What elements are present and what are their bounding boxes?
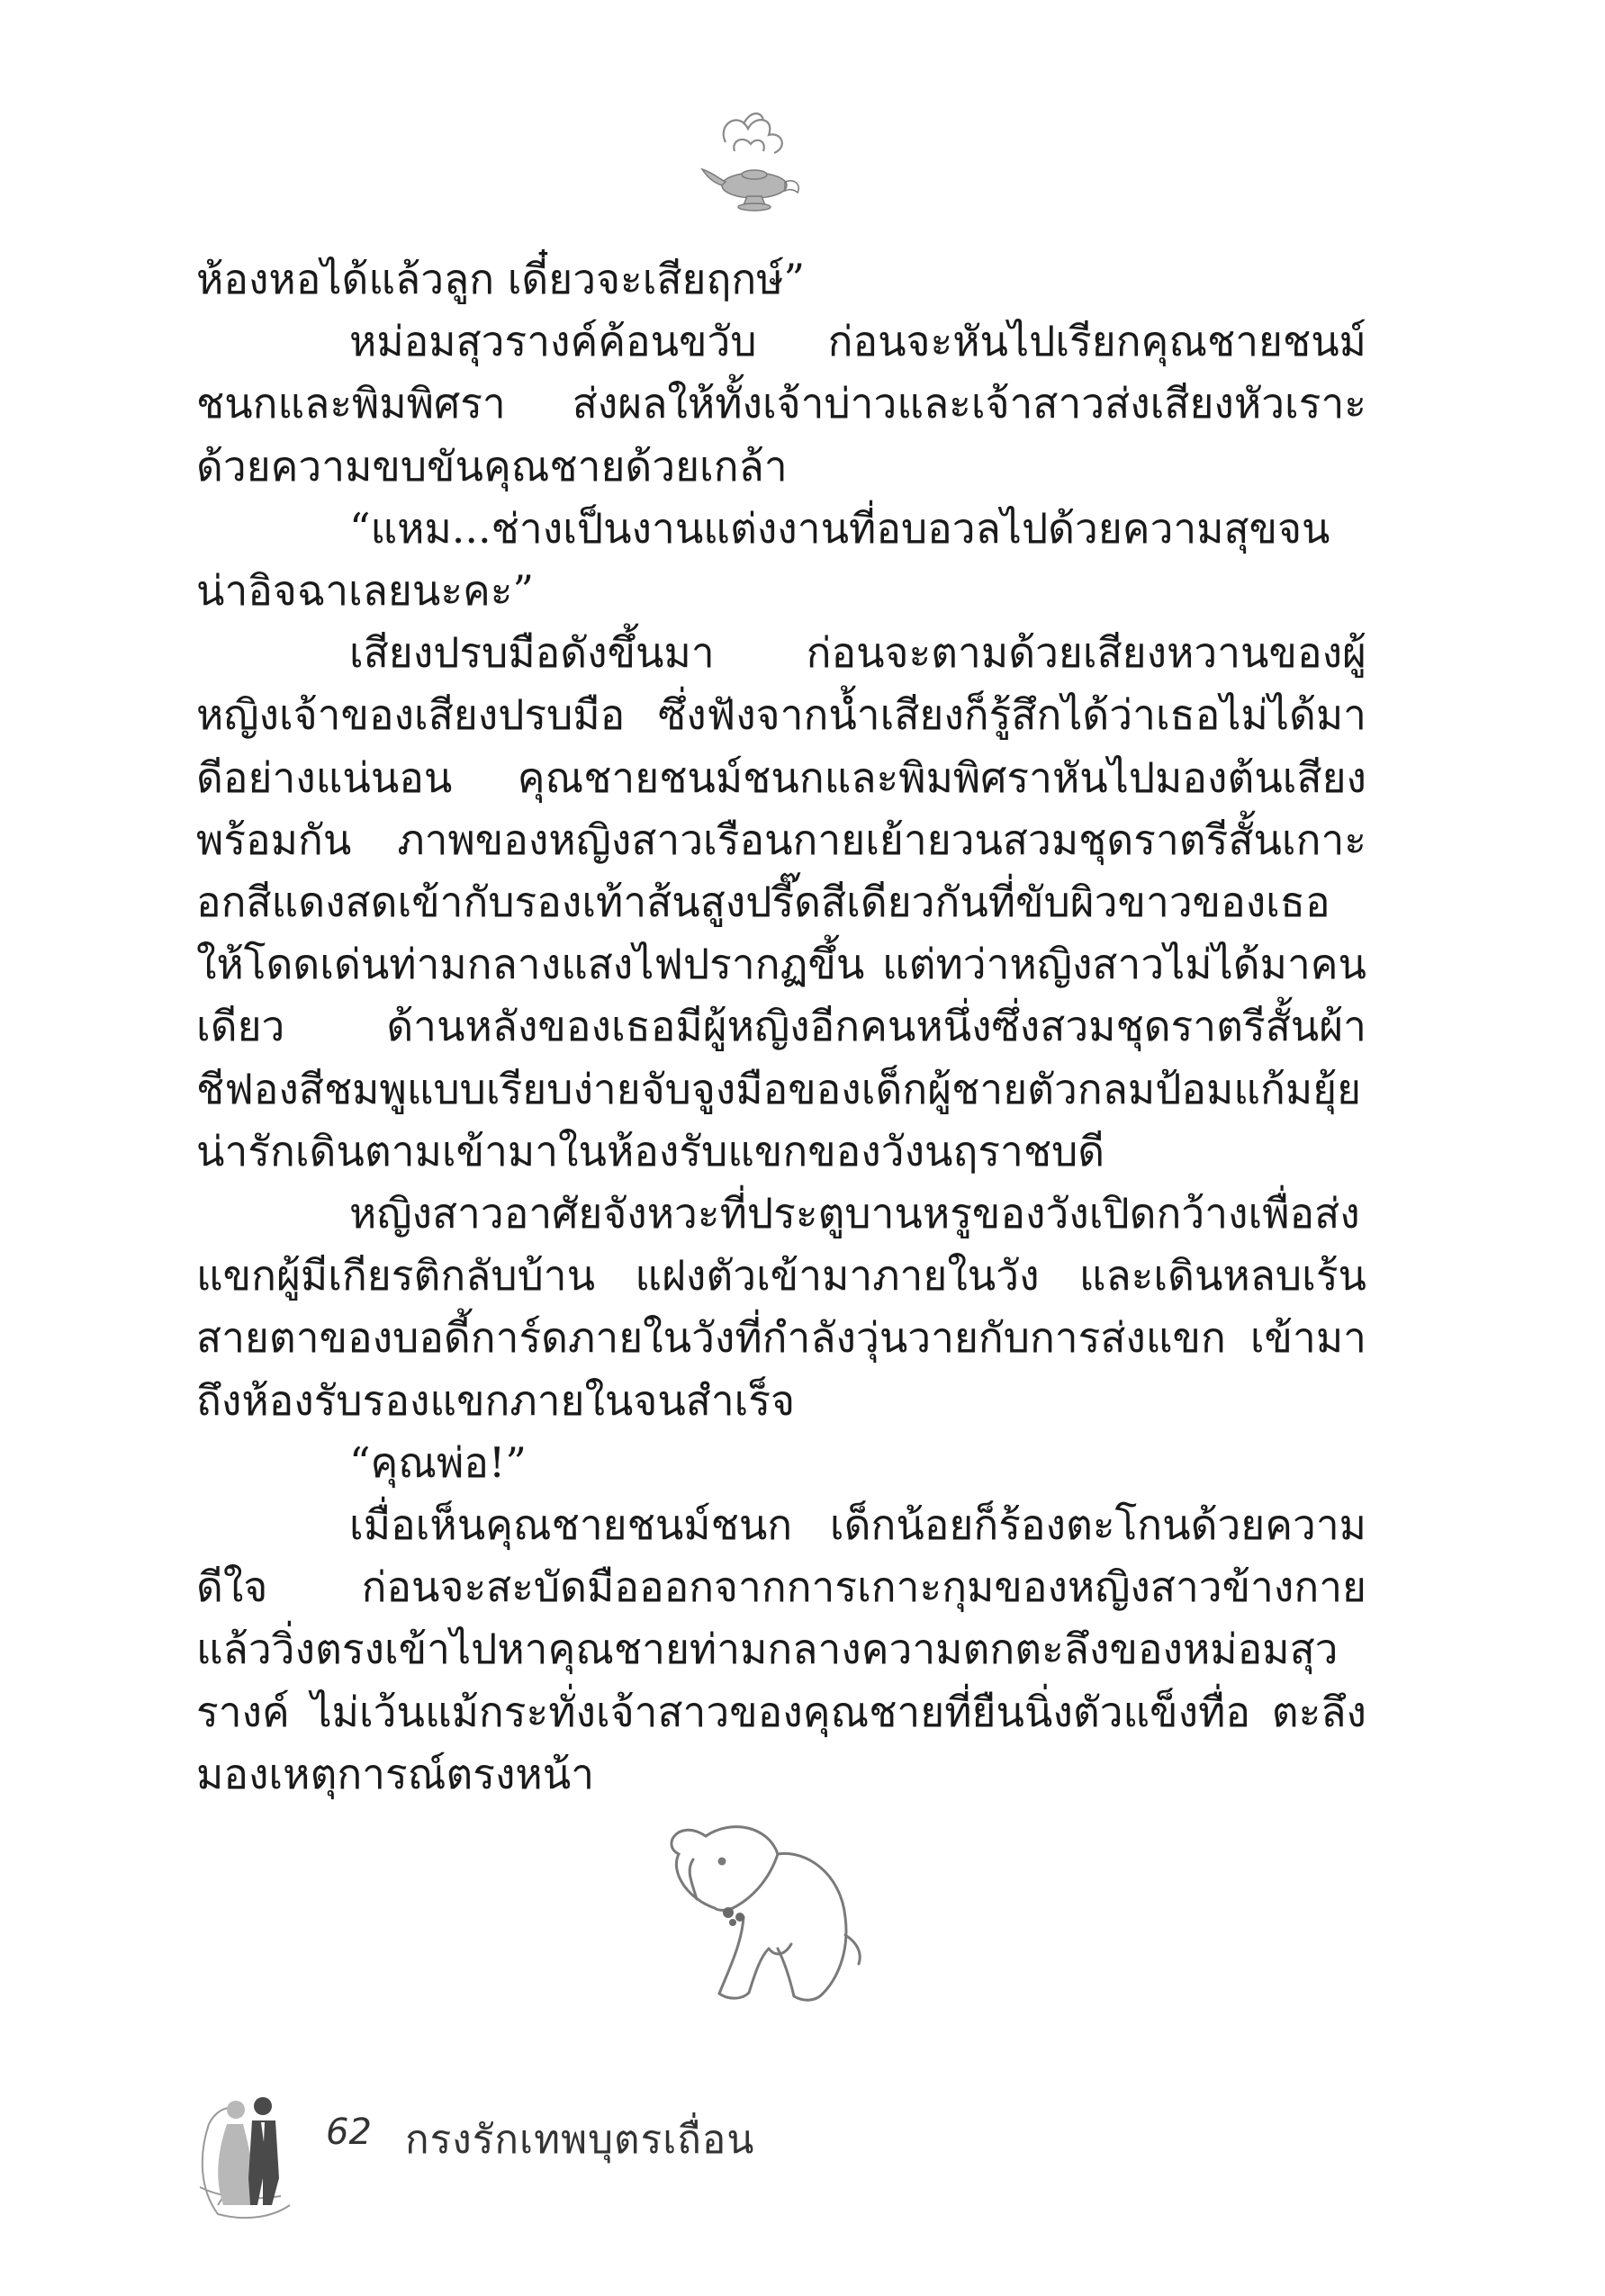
page-number: 62 [326,2111,372,2153]
page-footer [191,2070,1001,2223]
paragraph: “แหม...ช่างเป็นงานแต่งงานที่อบอวลไปด้วยความสุขจนน่าอิจฉาเลยนะคะ” [196,503,1330,616]
book-title: กรงรักเทพบุตรเถื่อน [405,2117,755,2163]
paragraph: “คุณพ่อ!” [349,1437,527,1487]
elephant-icon [643,1800,886,2025]
paragraph: ห้องหอได้แล้วลูก เดี๋ยวจะเสียฤกษ์” [196,255,806,303]
paragraph: เมื่อเห็นคุณชายชนม์ชนก เด็กน้อยก็ร้องตะโกนด้วยความดีใจ ก่อนจะสะบัดมือออกจากการเกาะกุมของหญิงสาวข้างกาย แล้ววิ่งตรงเข้าไปหาคุณชายท่ามกลางความตกตะลึงของหม่อมสุวรางค์ ไม่เว้นแม้กระทั่งเจ้าสาวของคุณชายที่ยืนนิ่งตัวแข็งทื่อ ตะลึงมองเหตุการณ์ตรงหน้า [196,1500,1366,1798]
paragraph: เสียงปรบมือดังขึ้นมา ก่อนจะตามด้วยเสียงหวานของผู้หญิงเจ้าของเสียงปรบมือ ซึ่งฟังจากน้ำเสียงก็รู้สึกได้ว่าเธอไม่ได้มาดีอย่างแน่นอน คุณชายชนม์ชนกและพิมพิศราหันไปมองต้นเสียงพร้อมกัน ภาพของหญิงสาวเรือนกายเย้ายวนสวมชุดราตรีสั้นเกาะอกสีแดงสดเข้ากับรองเท้าส้นสูงปรี๊ดสีเดียวกันที่ขับผิวขาวของเธอให้โดดเด่นท่ามกลางแสงไฟปรากฏขึ้น แต่ทว่าหญิงสาวไม่ได้มาคนเดียว ด้านหลังของเธอมีผู้หญิงอีกคนหนึ่งซึ่งสวมชุดราตรีสั้นผ้าชีฟองสีชมพูแบบเรียบง่ายจับจูงมือของเด็กผู้ชายตัวกลมป้อมแก้มยุ้ยน่ารักเดินตามเข้ามาในห้องรับแขกของวังนฤราชบดี [196,628,1366,1175]
chapter-body-text [196,248,1366,1805]
paragraph: หญิงสาวอาศัยจังหวะที่ประตูบานหรูของวังเปิดกว้างเพื่อส่งแขกผู้มีเกียรติกลับบ้าน แฝงตัวเข้ามาภายในวัง และเดินหลบเร้นสายตาของบอดี้การ์ดภายในวังที่กำลังวุ่นวายกับการส่งแขก เข้ามาถึงห้องรับรองแขกภายในจนสำเร็จ [196,1189,1366,1425]
wedding-couple-icon [191,2070,308,2223]
magic-lamp-icon [699,106,807,223]
paragraph: หม่อมสุวรางค์ค้อนขวับ ก่อนจะหันไปเรียกคุณชายชนม์ชนกและพิมพิศรา ส่งผลให้ทั้งเจ้าบ่าวและเจ้าสาวส่งเสียงหัวเราะด้วยความขบขันคุณชายด้วยเกล้า [196,317,1366,491]
